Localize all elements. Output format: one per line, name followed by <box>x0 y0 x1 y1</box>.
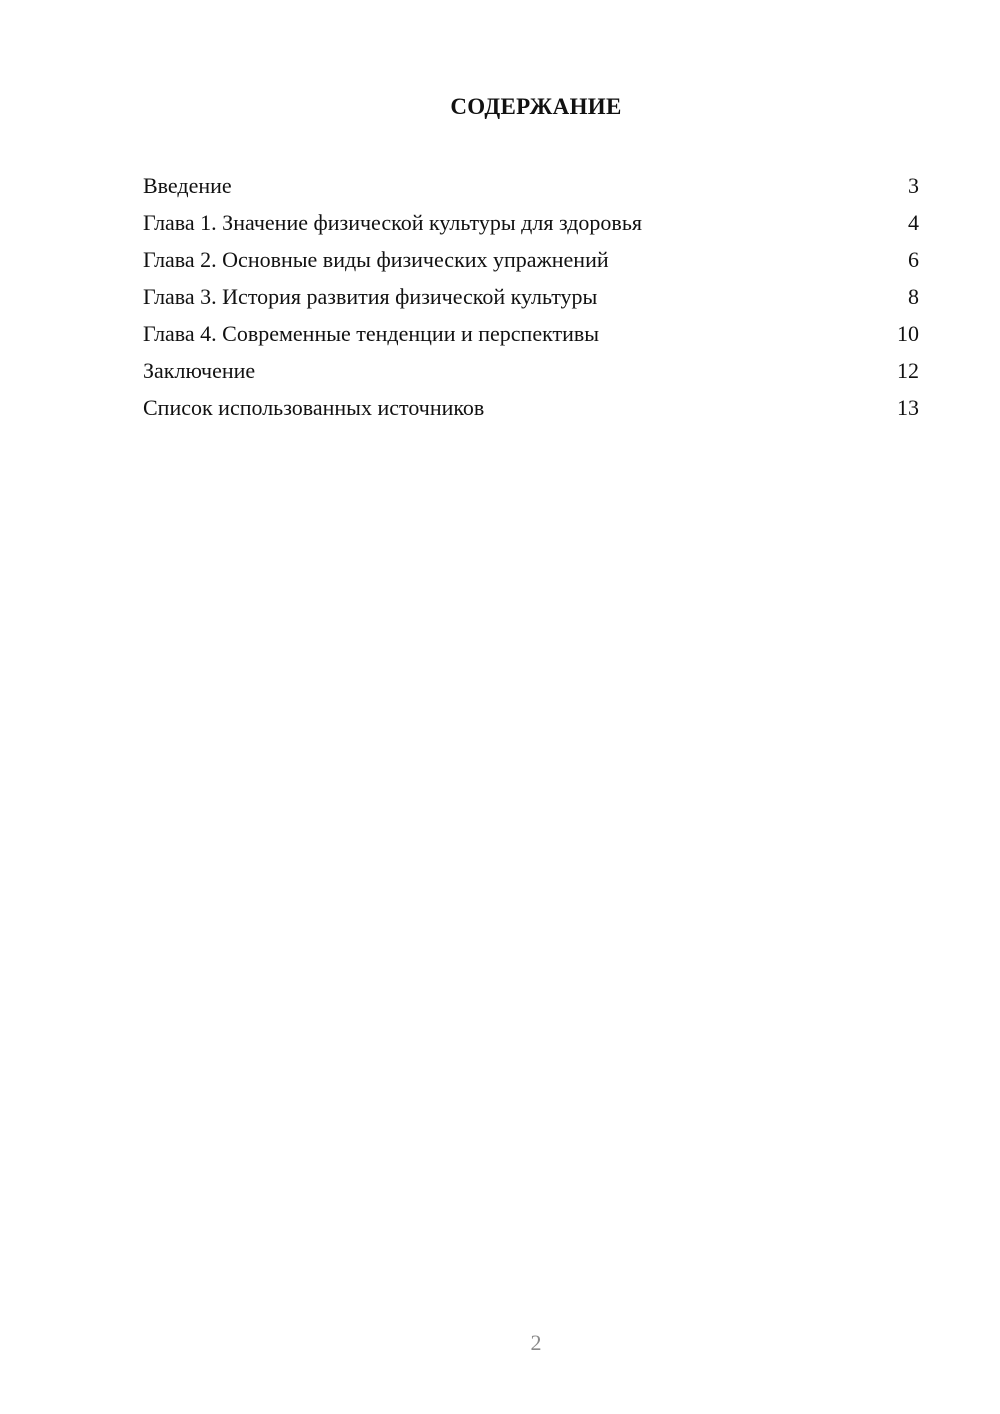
toc-item-label: Глава 4. Современные тенденции и перспективы <box>143 321 600 346</box>
toc-item-page-number: 13 <box>897 395 919 420</box>
toc-item-chapter-4[interactable] <box>143 315 919 352</box>
table-of-contents <box>143 167 919 426</box>
toc-item-page-number: 3 <box>908 173 919 198</box>
toc-item-page-number: 10 <box>897 321 919 346</box>
toc-item-chapter-1[interactable] <box>143 204 919 241</box>
toc-item-page-number: 8 <box>908 284 919 309</box>
toc-item-label: Глава 1. Значение физической культуры для здоровья <box>143 210 642 235</box>
toc-item-label: Введение <box>143 173 232 198</box>
toc-title: СОДЕРЖАНИЕ <box>450 94 622 119</box>
toc-item-page-number: 12 <box>897 358 919 383</box>
toc-item-chapter-3[interactable] <box>143 278 919 315</box>
toc-item-label: Заключение <box>143 358 256 383</box>
toc-item-conclusion[interactable] <box>143 352 919 389</box>
toc-item-chapter-2[interactable] <box>143 241 919 278</box>
toc-item-page-number: 6 <box>908 247 919 272</box>
page-number: 2 <box>530 1330 542 1355</box>
toc-item-page-number: 4 <box>908 210 919 235</box>
toc-item-label: Глава 3. История развития физической культуры <box>143 284 598 309</box>
toc-item-label: Глава 2. Основные виды физических упражнений <box>143 247 609 272</box>
toc-item-introduction[interactable] <box>143 167 919 204</box>
toc-item-references[interactable] <box>143 389 919 426</box>
toc-item-label: Список использованных источников <box>143 395 485 420</box>
